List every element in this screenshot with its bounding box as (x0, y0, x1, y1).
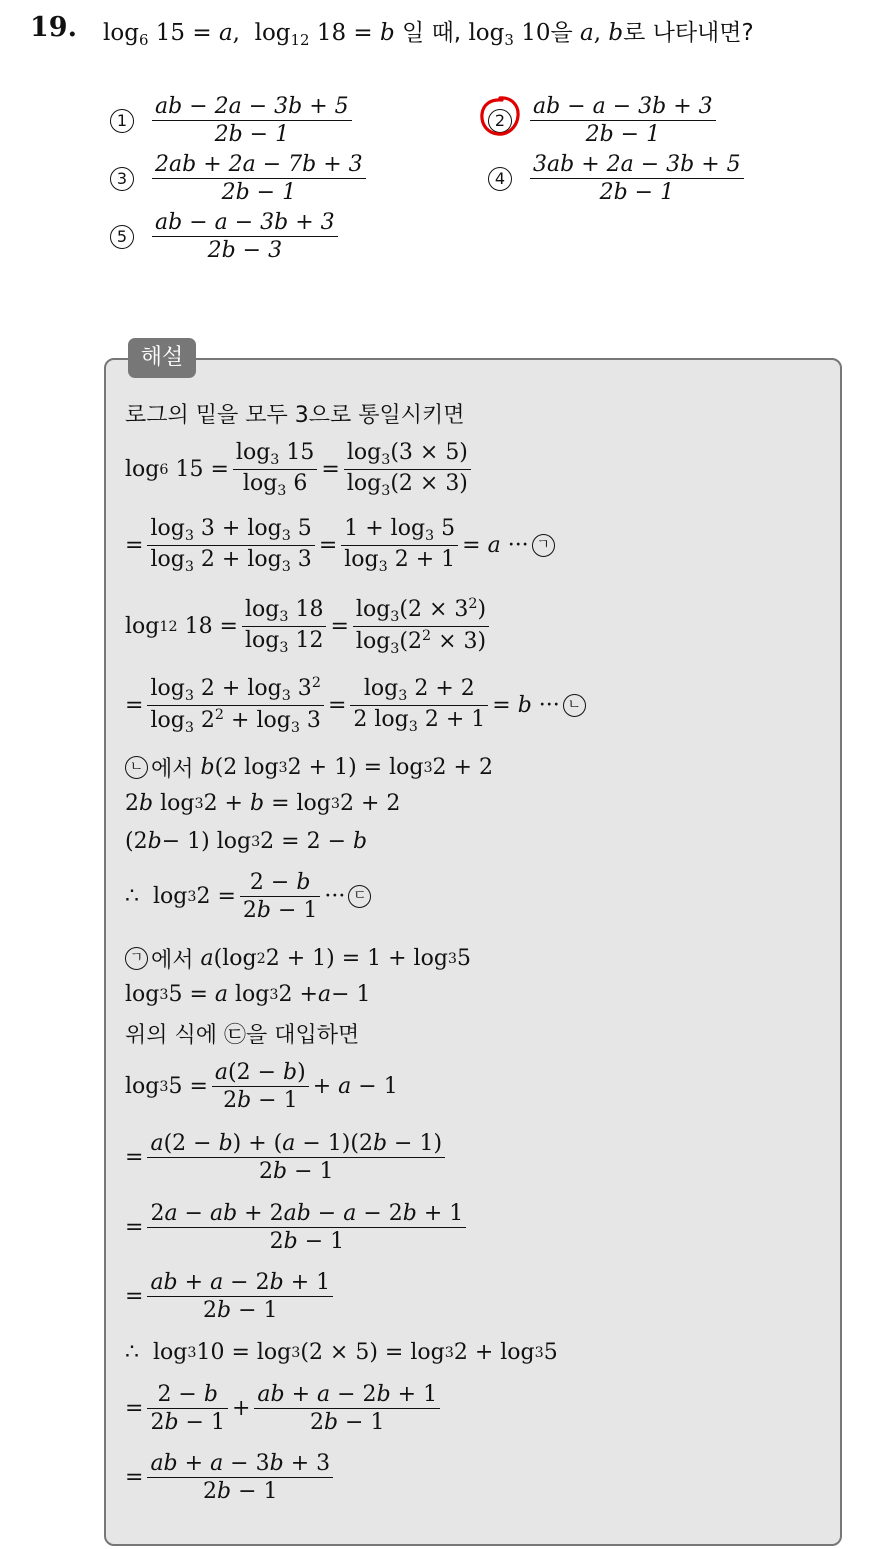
eq-log3-10: ∴ log 3 10 = log 3 (2 × 5) = log 3 2 + log 3 5 (125, 1340, 558, 1365)
eq-from-2: ㄴ 에서 b (2 log 3 2 + 1) = log 3 2 + 2 (125, 752, 493, 783)
eq-final: = $\frac{ab + a - 3b + 3}{2b - 1}$ (125, 1451, 337, 1505)
eq-log12-18: log 12 18 = $\frac{\log_3 18}{\log_3 12}$ = $\frac{\log_3(2 \times 3^2)}{\log_3(2^2 \times 3)}$ (125, 596, 493, 658)
eq-sub-4: = $\frac{ab + a - 2b + 1}{2b - 1}$ (125, 1270, 337, 1324)
solution-tab: 해설 (128, 338, 196, 378)
choice-5-number: 5 (110, 225, 134, 249)
eq-a-def: = $\frac{\log_3 3 + \log_3 5}{\log_3 2 + \log_3 3}$ = $\frac{1 + \log_3 5}{\log_3 2 + 1}$ = a ··· ㄱ (125, 516, 558, 576)
marker-1: ㄱ (532, 534, 555, 557)
question-number: 19. (30, 12, 77, 43)
substitute-text: 위의 식에 ㉢을 대입하면 (125, 1023, 360, 1048)
eq-b-def: = $\frac{\log_3 2 + \log_3 3^2}{\log_3 2^2 + \log_3 3}$ = $\frac{\log_3 2 + 2}{2 \log_3 2 + 1}$ = b ··· ㄴ (125, 675, 589, 737)
solution-intro: 로그의 밑을 모두 3으로 통일시키면 (125, 403, 465, 428)
eq-factor-b: (2 b − 1) log 3 2 = 2 − b (125, 829, 368, 854)
answer-mark-circle-icon (478, 94, 522, 138)
choice-3-number: 3 (110, 167, 134, 191)
eq-log6-15: log 6 15 = $\frac{\log_3 15}{\log_3 6}$ = $\frac{\log_3(3 \times 5)}{\log_3(2 \times 3)}$ (125, 440, 475, 500)
eq-log3-2: ∴ log 3 2 = $\frac{2 - b}{2b - 1}$ ··· ㄷ (125, 870, 374, 924)
eq-sub-2: = $\frac{a(2 - b) + (a - 1)(2b - 1)}{2b - 1}$ (125, 1131, 449, 1185)
eq-from-1: ㄱ 에서 a (log 2 2 + 1) = 1 + log 3 5 (125, 943, 471, 974)
choice-2[interactable]: 2 $\frac{ab - a - 3b + 3}{2b - 1}$ (488, 94, 720, 148)
eq-sum: = $\frac{2 - b}{2b - 1}$ + $\frac{ab + a - 2b + 1}{2b - 1}$ (125, 1382, 444, 1436)
choice-4[interactable]: 4 $\frac{3ab + 2a - 3b + 5}{2b - 1}$ (488, 152, 748, 206)
choice-3[interactable]: 3 $\frac{2ab + 2a - 7b + 3}{2b - 1}$ (110, 152, 370, 206)
choice-4-number: 4 (488, 167, 512, 191)
eq-sub-1: log 3 5 = $\frac{a(2 - b)}{2b - 1}$ + a − 1 (125, 1060, 398, 1114)
eq-expand-b: 2 b log 3 2 + b = log 3 2 + 2 (125, 791, 401, 816)
choice-1-number: 1 (110, 109, 134, 133)
marker-2: ㄴ (563, 694, 586, 717)
choice-1[interactable]: 1 $\frac{ab - 2a - 3b + 5}{2b - 1}$ (110, 94, 356, 148)
eq-sub-3: = $\frac{2a - ab + 2ab - a - 2b + 1}{2b - 1}$ (125, 1201, 470, 1255)
eq-log3-5: log 3 5 = a log 3 2 + a − 1 (125, 982, 371, 1007)
question-text: $\log_6 15 = a$, $\log_{12} 18 = b$ 일 때, $\log_3 10$을 a, b로 나타내면? (103, 20, 754, 50)
marker-3: ㄷ (348, 885, 371, 908)
choice-5[interactable]: 5 $\frac{ab - a - 3b + 3}{2b - 3}$ (110, 210, 342, 264)
choice-2-number: 2 (488, 109, 512, 133)
